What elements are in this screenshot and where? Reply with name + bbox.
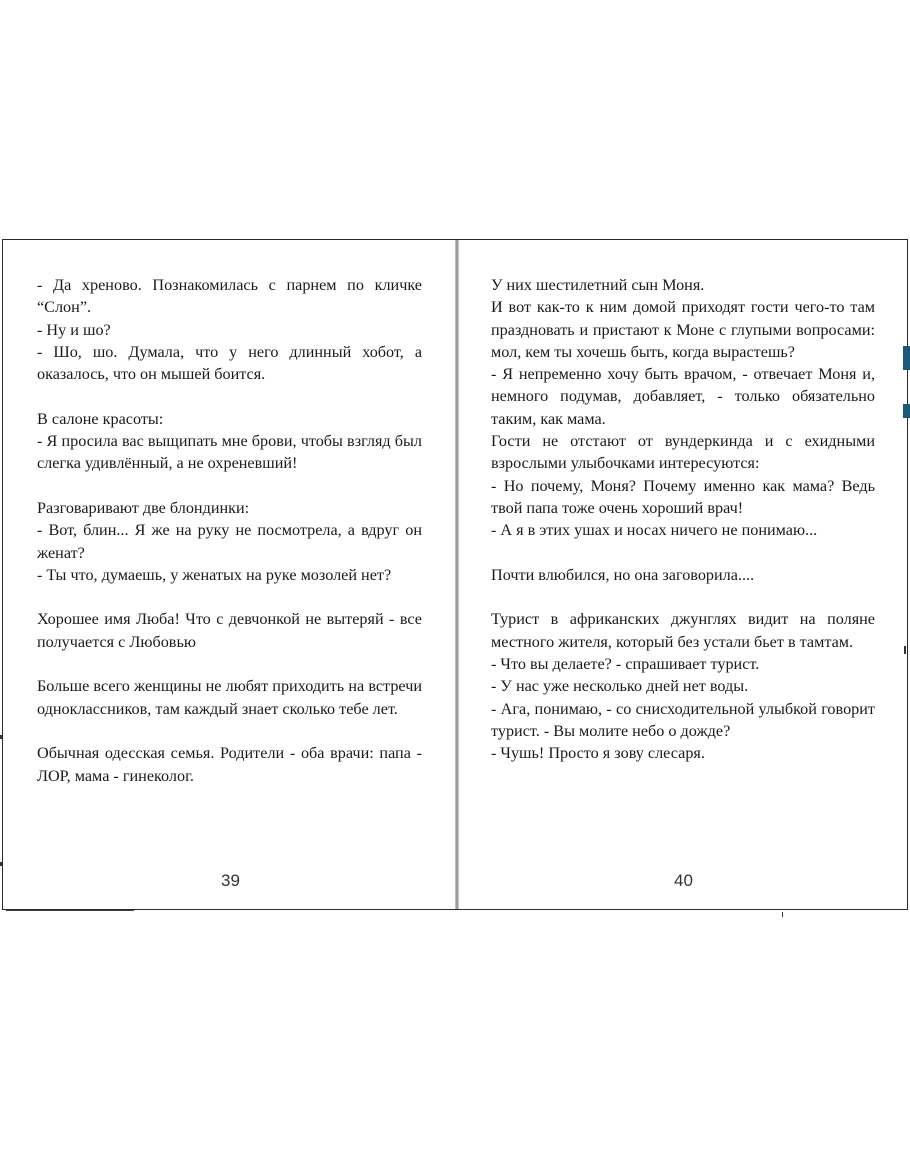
edge-tick	[0, 862, 2, 866]
text-line: - У нас уже несколько дней нет воды.	[491, 677, 749, 696]
text-line: - Да хреново. Познакомилась с парнем по кличке “Слон”.	[37, 276, 422, 317]
text-line: - А я в этих ушах и носах ничего не понимаю...	[491, 521, 818, 540]
text-line: Гости не отстают от вундеркинда и с ехидными взрослыми улыбочками интересуются:	[491, 432, 875, 473]
paragraph	[37, 497, 422, 586]
paragraph	[491, 564, 875, 586]
edge-tick	[782, 912, 783, 917]
text-line: Турист в африканских джунглях видит на поляне местного жителя, который без устали бьет в тамтам.	[491, 610, 875, 651]
text-line: У них шестилетний сын Моня.	[491, 276, 705, 294]
paragraph	[37, 675, 422, 720]
paragraph	[37, 608, 422, 653]
text-line: В салоне красоты:	[37, 409, 164, 428]
text-line: - Ну и шо?	[37, 320, 111, 339]
bleed-through-text	[6, 906, 136, 913]
paragraph	[37, 274, 422, 385]
paragraph	[491, 608, 875, 764]
edge-accent-bottom	[903, 404, 910, 418]
text-line: - Ага, понимаю, - со снисходительной улыбкой говорит турист. - Вы молите небо о дожде?	[491, 699, 875, 740]
text-line: - Я просила вас выщипать мне брови, чтобы взгляд был слегка удивлённый, а не охреневший!	[37, 432, 422, 473]
paragraph	[37, 742, 422, 787]
paragraph	[37, 408, 422, 475]
text-line: И вот как-то к ним домой приходят гости чего-то там праздновать и пристают к Моне с глупыми вопросами: мол, кем ты хочешь быть, когда вырастешь?	[491, 298, 875, 361]
right-page-text	[491, 274, 875, 765]
text-line: - Чушь! Просто я зову слесаря.	[491, 744, 705, 763]
text-line: Хорошее имя Люба! Что с девчонкой не вытеряй - все получается с Любовью	[37, 610, 422, 651]
text-line: - Шо, шо. Думала, что у него длинный хобот, а оказалось, что он мышей боится.	[37, 342, 422, 384]
text-line: - Что вы делаете? - спрашивает турист.	[491, 655, 760, 674]
text-line: - Но почему, Моня? Почему именно как мама? Ведь твой папа тоже очень хороший врач!	[491, 476, 875, 517]
edge-tick	[0, 735, 2, 739]
right-page-number: 40	[674, 871, 693, 890]
text-line: - Вот, блин... Я же на руку не посмотрела, а вдруг он женат?	[37, 521, 422, 562]
book-spread	[2, 239, 908, 910]
left-page-text	[37, 274, 422, 787]
text-line: - Я непременно хочу быть врачом, - отвечает Моня и, немного подумав, добавляет, - только обязательно таким, как мама.	[491, 365, 875, 428]
edge-accent-top	[903, 346, 910, 370]
text-line: - Ты что, думаешь, у женатых на руке мозолей нет?	[37, 565, 392, 584]
text-line: Почти влюбился, но она заговорила....	[491, 565, 755, 584]
book-gutter	[455, 240, 459, 909]
text-line: Разговаривают две блондинки:	[37, 498, 250, 517]
left-page-number: 39	[221, 871, 240, 890]
paragraph	[491, 274, 875, 542]
text-line: Больше всего женщины не любят приходить на встречи одноклассников, там каждый знает сколько тебе лет.	[37, 677, 422, 718]
text-line: Обычная одесская семья. Родители - оба врачи: папа - ЛОР, мама - гинеколог.	[37, 744, 422, 785]
edge-tick	[904, 646, 906, 654]
